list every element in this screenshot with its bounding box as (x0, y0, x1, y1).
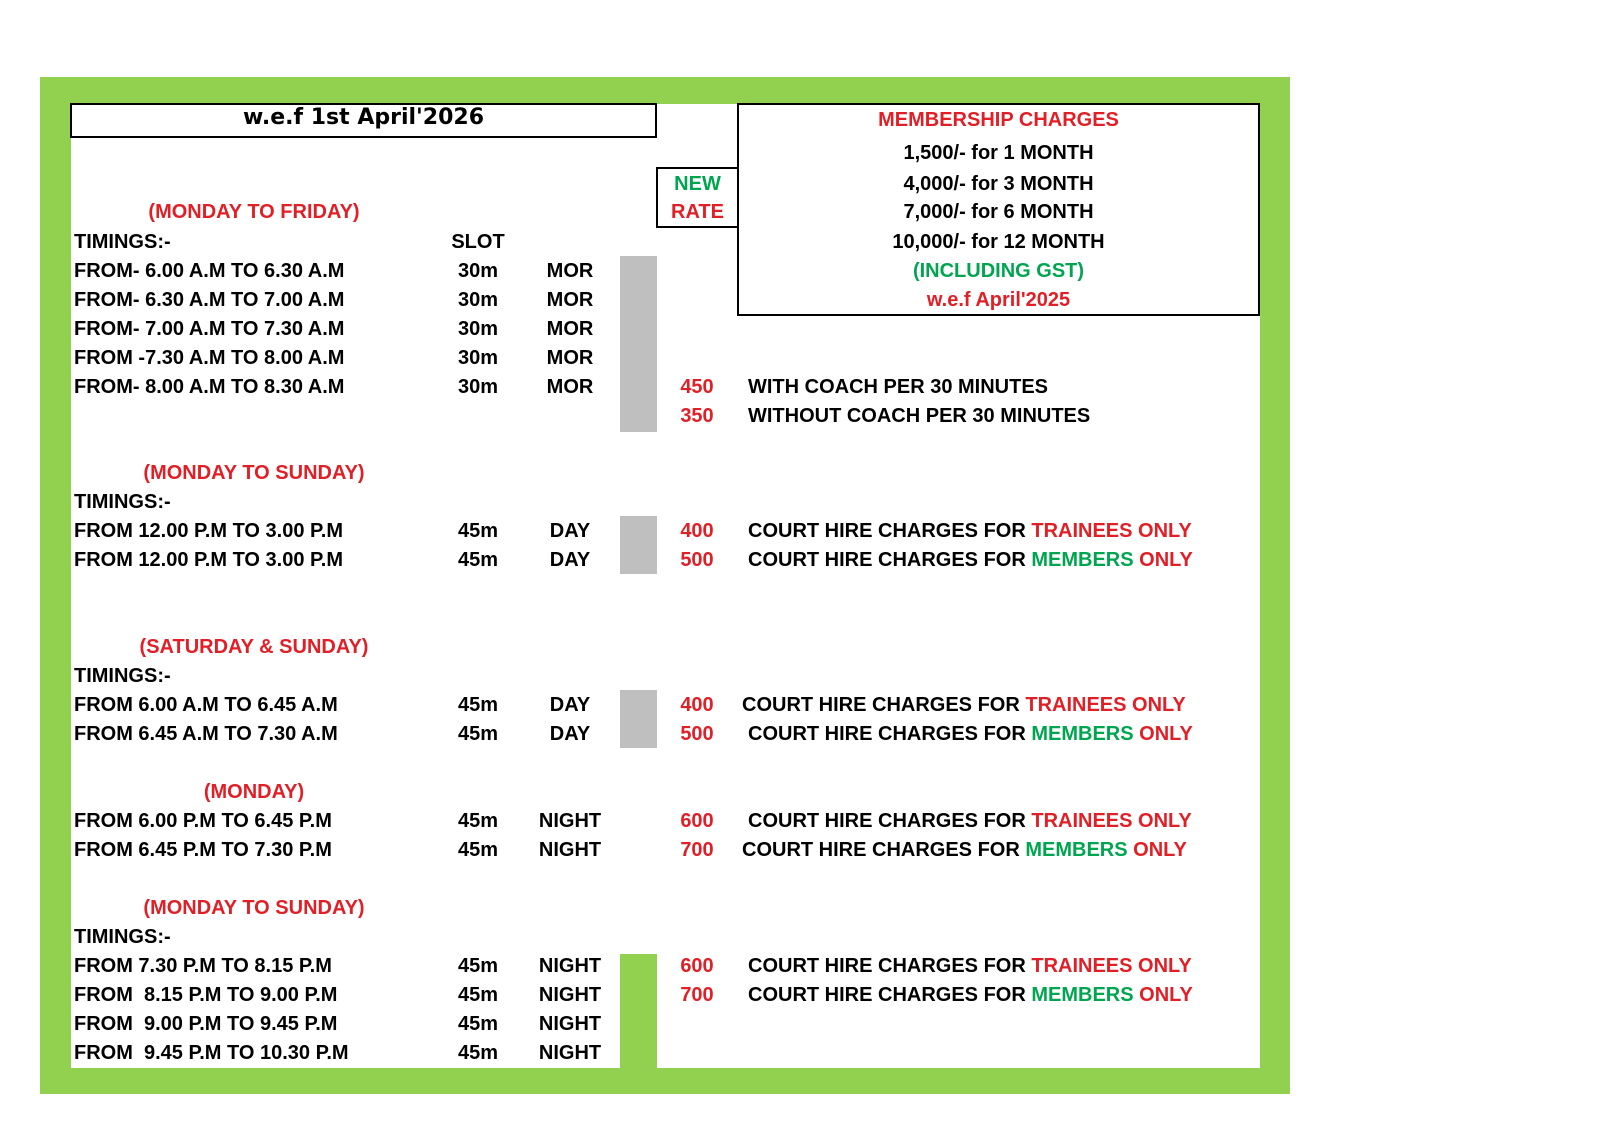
time-range: FROM 9.45 P.M TO 10.30 P.M (74, 1042, 349, 1064)
time-range: FROM 8.15 P.M TO 9.00 P.M (74, 984, 338, 1006)
timings-label: TIMINGS:- (74, 491, 171, 513)
membership-gst-note: (INCLUDING GST) (912, 260, 1085, 282)
new-rate-label: NEW (674, 173, 721, 195)
slot-duration: 30m (457, 347, 499, 369)
section-heading: (MONDAY) (203, 781, 305, 803)
time-range: FROM- 6.00 A.M TO 6.30 A.M (74, 260, 345, 282)
slot-duration: 45m (457, 955, 499, 977)
membership-1-month: 1,500/- for 1 MONTH (903, 142, 1094, 164)
rate-price: 450 (680, 376, 714, 398)
slot-header: SLOT (451, 231, 505, 253)
slot-duration: 45m (457, 1042, 499, 1064)
rate-description: WITHOUT COACH PER 30 MINUTES (748, 405, 1091, 427)
slot-duration: 30m (457, 376, 499, 398)
court-hire-text: COURT HIRE CHARGES FOR (748, 984, 1026, 1006)
section-heading: (MONDAY TO SUNDAY) (143, 897, 365, 919)
rate-price: 600 (680, 955, 714, 977)
rate-price: 500 (680, 549, 714, 571)
only-text: ONLY (1139, 984, 1193, 1006)
court-hire-text: COURT HIRE CHARGES FOR (748, 723, 1026, 745)
page-title: w.e.f 1st April'2026 (242, 105, 485, 130)
membership-3-month: 4,000/- for 3 MONTH (903, 173, 1094, 195)
rate-description (748, 983, 1193, 1007)
slot-duration: 30m (457, 289, 499, 311)
rate-price: 400 (680, 520, 714, 542)
slot-period: NIGHT (538, 955, 602, 977)
only-text: ONLY (1138, 520, 1192, 542)
court-hire-text: COURT HIRE CHARGES FOR (742, 839, 1020, 861)
rate-description: WITH COACH PER 30 MINUTES (748, 376, 1049, 398)
section-heading: (MONDAY TO SUNDAY) (143, 462, 365, 484)
day-divider-bar (620, 516, 657, 574)
slot-duration: 30m (457, 260, 499, 282)
slot-period: DAY (549, 520, 591, 542)
audience-members: MEMBERS (1031, 984, 1134, 1006)
court-hire-text: COURT HIRE CHARGES FOR (748, 549, 1026, 571)
audience-trainees: TRAINEES (1025, 694, 1127, 716)
slot-duration: 45m (457, 694, 499, 716)
time-range: FROM 6.00 P.M TO 6.45 P.M (74, 810, 332, 832)
slot-duration: 45m (457, 810, 499, 832)
only-text: ONLY (1132, 694, 1186, 716)
rate-description (748, 809, 1192, 833)
rate-price: 500 (680, 723, 714, 745)
rate-description (748, 548, 1193, 572)
membership-12-month: 10,000/- for 12 MONTH (892, 231, 1105, 253)
time-range: FROM -7.30 A.M TO 8.00 A.M (74, 347, 345, 369)
slot-duration: 45m (457, 520, 499, 542)
rate-description (748, 722, 1193, 746)
slot-period: MOR (546, 260, 594, 282)
rate-description (742, 693, 1186, 717)
slot-period: DAY (549, 694, 591, 716)
morning-divider-bar (620, 256, 657, 432)
court-hire-text: COURT HIRE CHARGES FOR (748, 955, 1026, 977)
only-text: ONLY (1139, 723, 1193, 745)
only-text: ONLY (1138, 810, 1192, 832)
section-heading: (SATURDAY & SUNDAY) (139, 636, 369, 658)
slot-period: NIGHT (538, 1042, 602, 1064)
slot-period: NIGHT (538, 984, 602, 1006)
night-divider-bar (620, 954, 657, 1068)
court-hire-text: COURT HIRE CHARGES FOR (742, 694, 1020, 716)
timings-label: TIMINGS:- (74, 665, 171, 687)
audience-members: MEMBERS (1025, 839, 1128, 861)
slot-period: NIGHT (538, 810, 602, 832)
time-range: FROM 12.00 P.M TO 3.00 P.M (74, 549, 344, 571)
rate-price: 600 (680, 810, 714, 832)
slot-period: MOR (546, 376, 594, 398)
slot-duration: 45m (457, 723, 499, 745)
audience-members: MEMBERS (1031, 723, 1134, 745)
time-range: FROM 12.00 P.M TO 3.00 P.M (74, 520, 344, 542)
only-text: ONLY (1138, 955, 1192, 977)
rate-description (748, 954, 1192, 978)
slot-period: NIGHT (538, 839, 602, 861)
time-range: FROM 6.45 A.M TO 7.30 A.M (74, 723, 338, 745)
only-text: ONLY (1139, 549, 1193, 571)
slot-duration: 45m (457, 984, 499, 1006)
only-text: ONLY (1133, 839, 1187, 861)
rate-price: 400 (680, 694, 714, 716)
rate-price: 350 (680, 405, 714, 427)
timings-label: TIMINGS:- (74, 926, 171, 948)
audience-members: MEMBERS (1031, 549, 1134, 571)
rate-price: 700 (680, 984, 714, 1006)
slot-period: NIGHT (538, 1013, 602, 1035)
slot-period: MOR (546, 347, 594, 369)
slot-duration: 45m (457, 839, 499, 861)
time-range: FROM- 7.00 A.M TO 7.30 A.M (74, 318, 345, 340)
rate-price: 700 (680, 839, 714, 861)
time-range: FROM- 6.30 A.M TO 7.00 A.M (74, 289, 345, 311)
time-range: FROM 9.00 P.M TO 9.45 P.M (74, 1013, 338, 1035)
rate-description (748, 519, 1192, 543)
audience-trainees: TRAINEES (1031, 810, 1133, 832)
slot-period: MOR (546, 289, 594, 311)
court-hire-text: COURT HIRE CHARGES FOR (748, 810, 1026, 832)
slot-period: DAY (549, 723, 591, 745)
slot-duration: 30m (457, 318, 499, 340)
audience-trainees: TRAINEES (1031, 955, 1133, 977)
time-range: FROM- 8.00 A.M TO 8.30 A.M (74, 376, 345, 398)
slot-period: DAY (549, 549, 591, 571)
timings-label: TIMINGS:- (74, 231, 171, 253)
slot-duration: 45m (457, 1013, 499, 1035)
new-rate-label-2: RATE (671, 201, 724, 223)
weekend-divider-bar (620, 690, 657, 748)
slot-duration: 45m (457, 549, 499, 571)
rate-description (742, 838, 1187, 862)
time-range: FROM 7.30 P.M TO 8.15 P.M (74, 955, 332, 977)
membership-heading: MEMBERSHIP CHARGES (878, 109, 1119, 131)
membership-wef: w.e.f April'2025 (926, 289, 1071, 311)
slot-period: MOR (546, 318, 594, 340)
time-range: FROM 6.45 P.M TO 7.30 P.M (74, 839, 332, 861)
court-hire-text: COURT HIRE CHARGES FOR (748, 520, 1026, 542)
membership-6-month: 7,000/- for 6 MONTH (903, 201, 1094, 223)
time-range: FROM 6.00 A.M TO 6.45 A.M (74, 694, 338, 716)
section-heading: (MONDAY TO FRIDAY) (148, 201, 360, 223)
audience-trainees: TRAINEES (1031, 520, 1133, 542)
